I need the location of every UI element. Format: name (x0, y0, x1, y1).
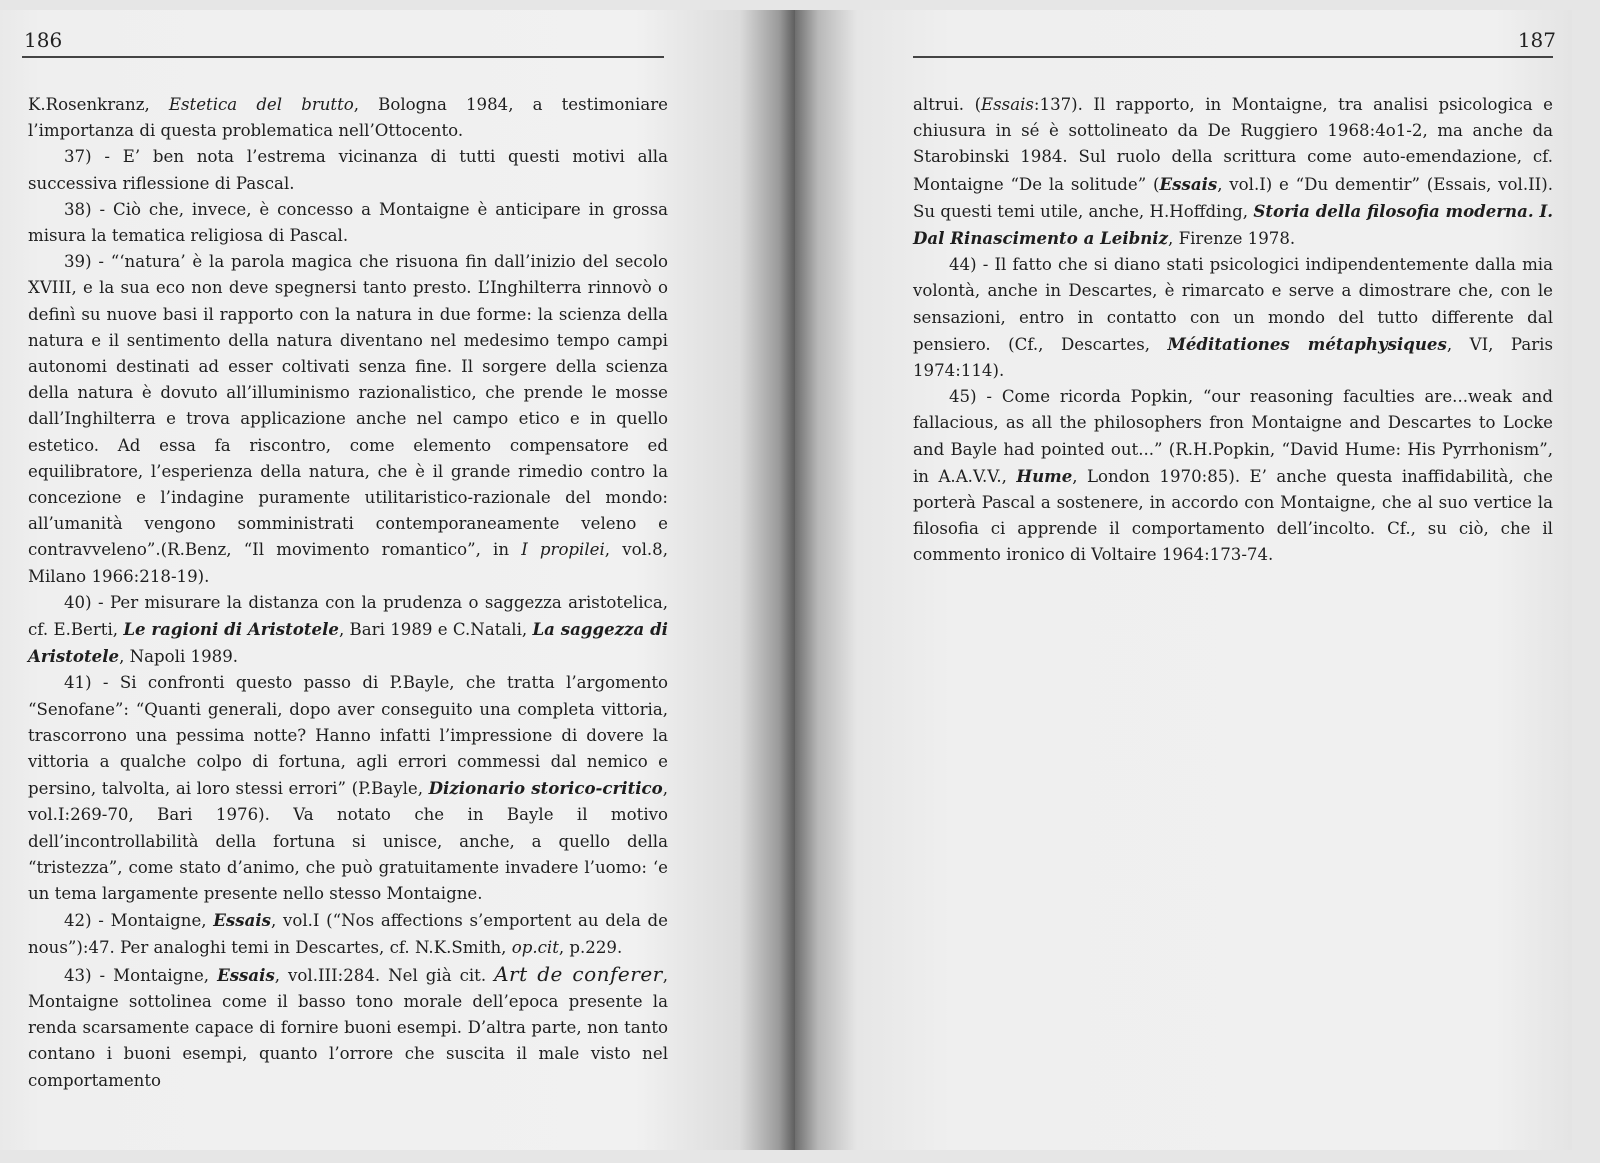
footnote-continuation: altrui. (Essais:137). Il rapporto, in Montaigne, tra analisi psicologica e chiusura in sé è sottolineato da De Ruggiero 1968:4o1-2, ma anche da Starobinski 1984. Sul ruolo della scrittura come auto-emendazione, cf. Montaigne “De la solitude” (Essais, vol.I) e “Du dementir” (Essais, vol.II). Su questi temi utile, anche, H.Hoffding, Storia della filosofia moderna. I. Dal Rinascimento a Leibniz, Firenze 1978. (913, 95, 1553, 249)
footnote-38: 38) - Ciò che, invece, è concesso a Montaigne è anticipare in grossa misura la tematica religiosa di Pascal. (28, 199, 668, 246)
footnote-45: 45) - Come ricorda Popkin, “our reasoning faculties are...weak and fallacious, as all the philosophers fron Montaigne and Descartes to Locke and Bayle had pointed out...” (R.H.Popkin, “David Hume: His Pyrrhonism”, in A.A.V.V., Hume, London 1970:85). E’ anche questa inaffidabilità, che porterà Pascal a sostenere, in accordo con Montaigne, che al suo vertice la filosofia ci apprende il comportamento dell’incolto. Cf., su ciò, che il commento ironico di Voltaire 1964:173-74. (913, 387, 1553, 565)
footnote-39: 39) - “‘natura’ è la parola magica che risuona fin dall’inizio del secolo XVIII, e la sua eco non deve spegnersi tanto presto. L’Inghilterra rinnovò o definì su nuove basi il rapporto con la natura in due forme: la scienza della natura e il sentimento della natura diventano nel medesimo tempo campi autonomi destinati ad esser coltivati senza fine. Il sorgere della scienza della natura è dovuto all’illuminismo razionalistico, che prende le mosse dall’Inghilterra e trova applicazione anche nel campo etico e in quello estetico. Ad essa fa riscontro, come elemento compensatore ed equilibratore, l’esperienza della natura, che è il grande rimedio contro la concezione e l’indagine puramente utilitaristico-razionale del mondo: all’umanità vengono somministrati contemporaneamente veleno e contravveleno”.(R.Benz, “Il movimento romantico”, in I propilei, vol.8, Milano 1966:218-19). (28, 252, 668, 586)
footnote-42: 42) - Montaigne, Essais, vol.I (“Nos affections s’emportent au dela de nous”):47. Per analoghi temi in Descartes, cf. N.K.Smith, op.cit, p.229. (28, 910, 669, 957)
header-rule-right (913, 56, 1553, 58)
page-number-left: 186 (24, 28, 63, 52)
footnote-43: 43) - Montaigne, Essais, vol.III:284. Nel già cit. Art de conferer, Montaigne sottolinea come il basso tono morale dell’epoca presente la renda scarsamente capace di fornire buoni esempi. D’altra parte, non tanto contano i buoni esempi, quanto l’orrore che suscita il male visto nel comportamento (28, 961, 669, 1090)
header-rule-left (22, 56, 664, 58)
left-page-text (28, 92, 668, 1094)
footnote-41: 41) - Si confronti questo passo di P.Bayle, che tratta l’argomento “Senofane”: “Quanti generali, dopo aver conseguito una completa vittoria, trascorrono una pessima notte? Hanno infatti l’impressione di dovere la vittoria a qualche colpo di fortuna, agli errori commessi dal nemico e persino, talvolta, ai loro stessi errori” (P.Bayle, Dizionario storico-critico, vol.I:269-70, Bari 1976). Va notato che in Bayle il motivo dell’incontrollabilità della fortuna si unisce, anche, a quello della “tristezza”, come stato d’animo, che può gratuitamente invadere l’uomo: ‘e un tema largamente presente nello stesso Montaigne. (28, 673, 668, 904)
right-page (795, 10, 1572, 1150)
footnote-44: 44) - Il fatto che si diano stati psicologici indipendentemente dalla mia volontà, anche in Descartes, è rimarcato e serve a dimostrare che, con le sensazioni, entro in contatto con un mondo del tutto differente dal pensiero. (Cf., Descartes, Méditationes métaphysiques, VI, Paris 1974:114). (913, 255, 1553, 381)
book-spread (0, 10, 1572, 1150)
footnote-continuation: K.Rosenkranz, Estetica del brutto, Bologna 1984, a testimoniare l’importanza di questa problematica nell’Ottocento. (28, 95, 668, 141)
page-number-right: 187 (1517, 28, 1556, 52)
left-page (0, 10, 795, 1150)
footnote-37: 37) - E’ ben nota l’estrema vicinanza di tutti questi motivi alla successiva riflessione di Pascal. (28, 147, 668, 193)
footnote-40: 40) - Per misurare la distanza con la prudenza o saggezza aristotelica, cf. E.Berti, Le ragioni di Aristotele, Bari 1989 e C.Natali, La saggezza di Aristotele, Napoli 1989. (28, 592, 668, 667)
right-page-text (913, 92, 1553, 569)
